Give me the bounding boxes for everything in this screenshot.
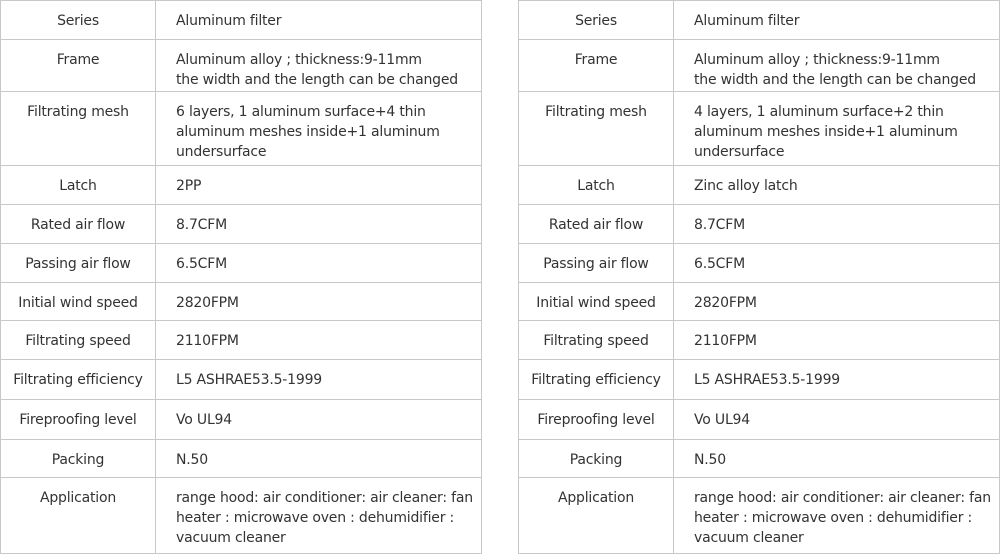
row-value-filtrating-speed: 2110FPM	[694, 333, 757, 349]
table-row	[1, 1, 482, 40]
table-row	[1, 440, 482, 478]
row-label-rated-air-flow: Rated air flow	[30, 217, 126, 233]
row-value-filtrating-mesh: 4 layers, 1 aluminum surface+2 thin aluminum meshes inside+1 aluminum undersurface	[694, 104, 958, 160]
row-label-filtrating-speed: Filtrating speed	[25, 333, 131, 349]
row-label-passing-air-flow: Passing air flow	[25, 256, 131, 272]
table-row	[1, 400, 482, 440]
row-value-latch: Zinc alloy latch	[694, 178, 798, 194]
table-row	[519, 478, 1000, 554]
table-row	[519, 92, 1000, 166]
table-row	[519, 321, 1000, 360]
table-row	[1, 40, 482, 92]
table-row	[1, 92, 482, 166]
table-row	[1, 283, 482, 321]
table-row	[519, 283, 1000, 321]
spec-table-right	[518, 0, 1000, 554]
row-value-filtrating-efficiency: L5 ASHRAE53.5-1999	[176, 372, 322, 388]
row-value-application: range hood: air conditioner: air cleaner: fan heater : microwave oven : dehumidifier : vacuum cleaner	[176, 490, 473, 546]
table-row	[519, 244, 1000, 283]
row-label-fireproofing-level: Fireproofing level	[19, 412, 137, 428]
row-value-application: range hood: air conditioner: air cleaner: fan heater : microwave oven : dehumidifier : vacuum cleaner	[694, 490, 991, 546]
row-value-fireproofing-level: Vo UL94	[176, 412, 232, 428]
table-row	[1, 205, 482, 244]
row-label-filtrating-efficiency: Filtrating efficiency	[531, 372, 661, 388]
row-value-packing: N.50	[694, 452, 726, 468]
row-value-rated-air-flow: 8.7CFM	[694, 217, 745, 233]
row-label-initial-wind-speed: Initial wind speed	[18, 295, 138, 311]
row-label-frame: Frame	[574, 52, 618, 68]
table-row	[1, 244, 482, 283]
row-label-packing: Packing	[51, 452, 105, 468]
row-value-frame: Aluminum alloy ; thickness:9-11mm the width and the length can be changed	[694, 52, 976, 88]
row-value-series: Aluminum filter	[176, 13, 282, 29]
row-label-packing: Packing	[569, 452, 623, 468]
spec-table-left	[0, 0, 482, 554]
row-value-filtrating-speed: 2110FPM	[176, 333, 239, 349]
table-row	[519, 205, 1000, 244]
row-value-frame: Aluminum alloy ; thickness:9-11mm the width and the length can be changed	[176, 52, 458, 88]
row-value-packing: N.50	[176, 452, 208, 468]
row-value-initial-wind-speed: 2820FPM	[176, 295, 239, 311]
row-value-passing-air-flow: 6.5CFM	[176, 256, 227, 272]
table-row	[519, 360, 1000, 400]
table-row	[1, 360, 482, 400]
row-label-rated-air-flow: Rated air flow	[548, 217, 644, 233]
row-label-latch: Latch	[577, 178, 615, 194]
row-label-passing-air-flow: Passing air flow	[543, 256, 649, 272]
row-value-fireproofing-level: Vo UL94	[694, 412, 750, 428]
row-value-filtrating-efficiency: L5 ASHRAE53.5-1999	[694, 372, 840, 388]
table-row	[519, 400, 1000, 440]
row-value-rated-air-flow: 8.7CFM	[176, 217, 227, 233]
row-value-series: Aluminum filter	[694, 13, 800, 29]
row-value-initial-wind-speed: 2820FPM	[694, 295, 757, 311]
table-row	[1, 166, 482, 205]
row-label-fireproofing-level: Fireproofing level	[537, 412, 655, 428]
row-label-filtrating-mesh: Filtrating mesh	[27, 104, 129, 120]
row-label-application: Application	[39, 490, 117, 506]
table-row	[519, 40, 1000, 92]
row-label-series: Series	[57, 13, 99, 29]
table-row	[519, 166, 1000, 205]
row-label-filtrating-speed: Filtrating speed	[543, 333, 649, 349]
row-value-filtrating-mesh: 6 layers, 1 aluminum surface+4 thin aluminum meshes inside+1 aluminum undersurface	[176, 104, 440, 160]
row-label-latch: Latch	[59, 178, 97, 194]
row-label-initial-wind-speed: Initial wind speed	[536, 295, 656, 311]
table-row	[1, 321, 482, 360]
table-row	[1, 478, 482, 554]
row-label-frame: Frame	[56, 52, 100, 68]
table-row	[519, 1, 1000, 40]
table-row	[519, 440, 1000, 478]
row-value-passing-air-flow: 6.5CFM	[694, 256, 745, 272]
row-value-latch: 2PP	[176, 178, 202, 194]
row-label-filtrating-efficiency: Filtrating efficiency	[13, 372, 143, 388]
row-label-application: Application	[557, 490, 635, 506]
row-label-filtrating-mesh: Filtrating mesh	[545, 104, 647, 120]
row-label-series: Series	[575, 13, 617, 29]
